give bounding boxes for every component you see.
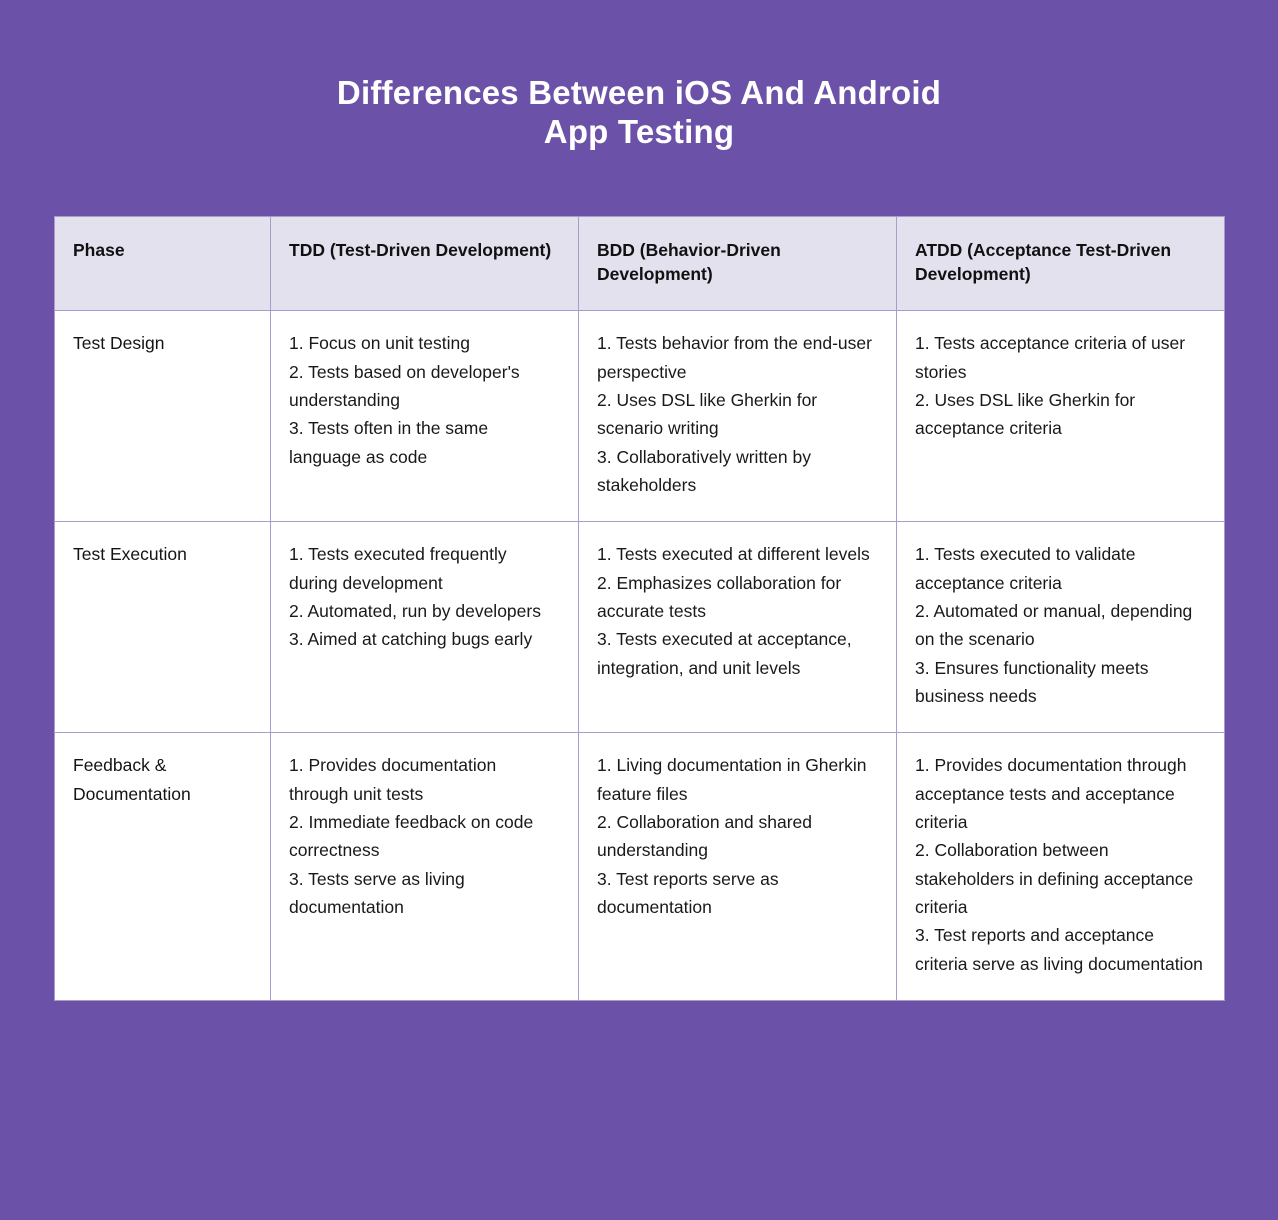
cell-line: 1. Living documentation in Gherkin feature files	[597, 755, 867, 804]
cell-line: 2. Uses DSL like Gherkin for acceptance criteria	[915, 389, 1136, 439]
cell-bdd	[579, 522, 897, 733]
cell-bdd	[579, 733, 897, 1001]
table-header	[55, 217, 1225, 311]
page-title-line-2: App Testing	[543, 112, 735, 150]
cell-line: 2. Uses DSL like Gherkin for scenario writing	[597, 389, 818, 439]
cell-line: 2. Collaboration between stakeholders in defining acceptance criteria	[915, 840, 1194, 918]
cell-phase: Test Design	[55, 311, 271, 522]
cell-atdd	[897, 311, 1225, 522]
cell-line: 2. Tests based on developer's understanding	[289, 361, 520, 410]
cell-line: 1. Tests executed at different levels	[597, 544, 870, 565]
cell-line: 3. Test reports serve as documentation	[597, 868, 779, 918]
cell-line: 2. Emphasizes collaboration for accurate tests	[597, 572, 842, 621]
cell-line: 1. Tests behavior from the end-user perspective	[597, 333, 872, 382]
cell-line: 2. Immediate feedback on code correctness	[289, 812, 534, 861]
cell-line: 3. Tests executed at acceptance, integration, and unit levels	[597, 629, 852, 678]
cell-line: 1. Tests executed to validate acceptance criteria	[915, 544, 1136, 593]
cell-line: 1. Provides documentation through unit tests	[289, 755, 497, 804]
cell-tdd	[271, 733, 579, 1001]
cell-line: 2. Automated or manual, depending on the scenario	[915, 601, 1193, 650]
cell-tdd	[271, 311, 579, 522]
cell-line: 1. Provides documentation through acceptance tests and acceptance criteria	[915, 755, 1187, 833]
cell-atdd	[897, 733, 1225, 1001]
table-header-row	[55, 217, 1225, 311]
table-row	[55, 311, 1225, 522]
cell-atdd	[897, 522, 1225, 733]
cell-line: 1. Tests acceptance criteria of user stories	[915, 333, 1186, 382]
cell-phase: Test Execution	[55, 522, 271, 733]
cell-line: 2. Automated, run by developers	[289, 601, 541, 621]
cell-line: 3. Aimed at catching bugs early	[289, 629, 533, 650]
cell-line: 3. Tests serve as living documentation	[289, 868, 465, 918]
comparison-table-container	[54, 216, 1224, 1001]
column-header-bdd: BDD (Behavior-Driven Development)	[579, 217, 897, 311]
table-row	[55, 522, 1225, 733]
cell-phase: Feedback & Documentation	[55, 733, 271, 1001]
cell-line: 1. Focus on unit testing	[289, 333, 470, 354]
comparison-table	[54, 216, 1225, 1001]
page-title	[0, 0, 1278, 151]
column-header-phase: Phase	[55, 217, 271, 311]
cell-line: 3. Test reports and acceptance criteria serve as living documentation	[915, 925, 1203, 974]
cell-line: 3. Tests often in the same language as code	[289, 418, 489, 467]
column-header-tdd: TDD (Test-Driven Development)	[271, 217, 579, 311]
cell-bdd	[579, 311, 897, 522]
cell-line: 3. Ensures functionality meets business needs	[915, 657, 1149, 707]
table-row	[55, 733, 1225, 1001]
cell-line: 3. Collaboratively written by stakeholders	[597, 446, 811, 495]
column-header-atdd: ATDD (Acceptance Test-Driven Development)	[897, 217, 1225, 311]
cell-line: 2. Collaboration and shared understanding	[597, 812, 813, 861]
cell-line: 1. Tests executed frequently during development	[289, 544, 507, 593]
table-body	[55, 311, 1225, 1001]
page-title-line-1: Differences Between iOS And Android	[336, 74, 942, 111]
cell-tdd	[271, 522, 579, 733]
